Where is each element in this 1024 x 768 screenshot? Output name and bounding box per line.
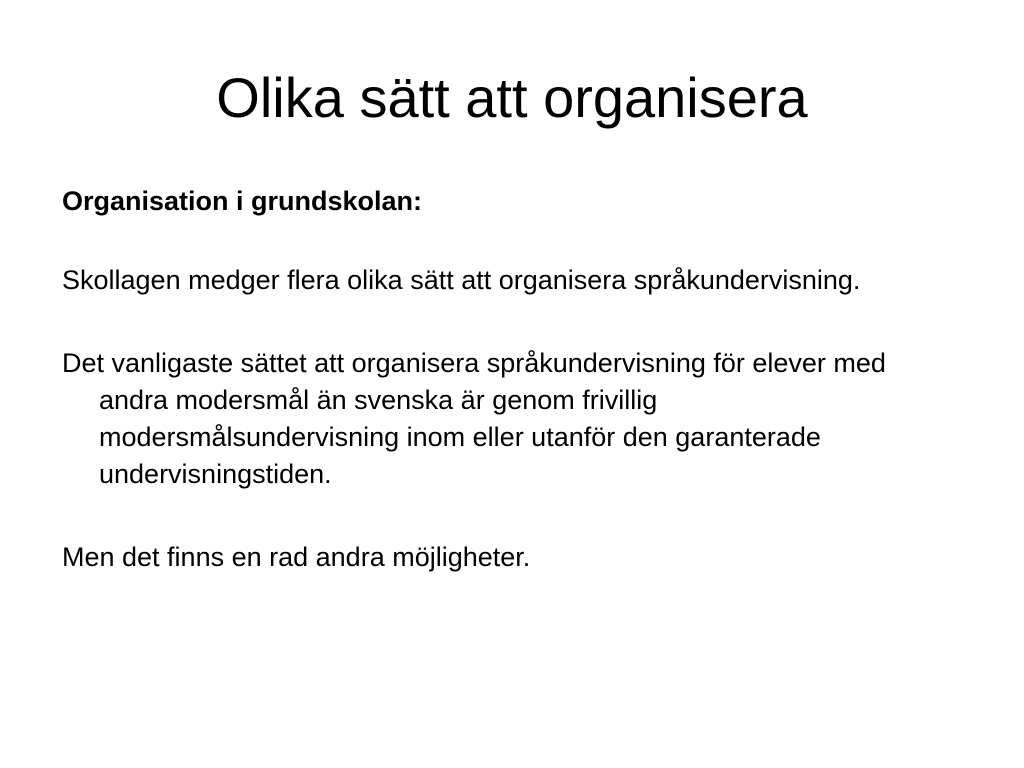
section-subheading: Organisation i grundskolan: (62, 186, 423, 216)
paragraph-vanligaste: Det vanligaste sättet att organisera språkundervisning för elever med andra modersmål än svenska är genom frivillig modersmålsundervisning inom eller utanför den garanterade undervisningstiden. (62, 348, 886, 489)
paragraph-skollagen: Skollagen medger flera olika sätt att organisera språkundervisning. (62, 265, 861, 295)
slide-title: Olika sätt att organisera (216, 66, 808, 129)
paragraph-mojligheter: Men det finns en rad andra möjligheter. (62, 542, 531, 572)
slide-body (62, 182, 962, 576)
